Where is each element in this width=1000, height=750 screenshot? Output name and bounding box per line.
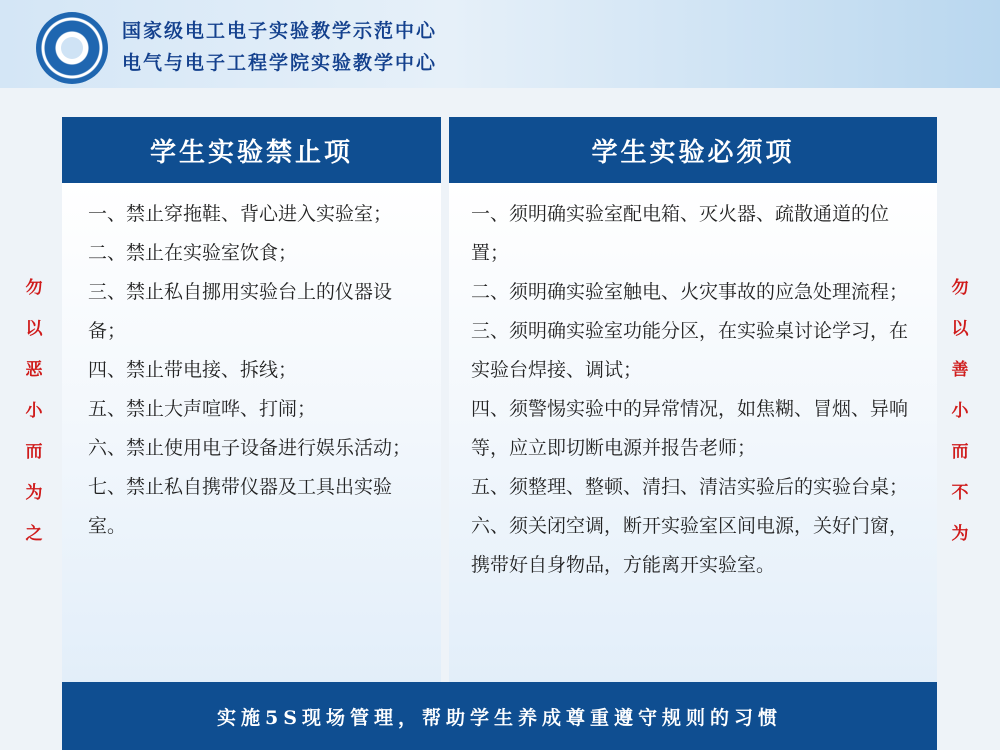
- required-list: [449, 183, 937, 687]
- motto-left-char: 而: [25, 442, 43, 462]
- motto-left: [24, 268, 44, 555]
- required-item: 五、须整理、整顿、清扫、清洁实验后的实验台桌；: [471, 476, 909, 498]
- motto-left-char: 勿: [25, 278, 43, 298]
- required-item: 二、须明确实验室触电、火灾事故的应急处理流程；: [471, 281, 909, 303]
- org-name-line2: 电气与电子工程学院实验教学中心: [122, 52, 438, 74]
- motto-left-char: 之: [25, 524, 43, 544]
- prohibited-panel: [62, 117, 441, 687]
- motto-right-char: 而: [951, 442, 969, 462]
- motto-left-char: 小: [25, 401, 43, 421]
- footer-slogan: 实施5S现场管理，帮助学生养成尊重遵守规则的习惯: [217, 706, 782, 729]
- required-panel: [449, 117, 937, 687]
- motto-right-char: 以: [951, 319, 969, 339]
- prohibited-item: 六、禁止使用电子设备进行娱乐活动；: [88, 437, 412, 459]
- logo-center: [61, 37, 83, 59]
- motto-right-char: 为: [951, 524, 969, 544]
- prohibited-list: [62, 183, 441, 687]
- motto-right-char: 小: [951, 401, 969, 421]
- motto-left-char: 为: [25, 483, 43, 503]
- prohibited-item: 三、禁止私自挪用实验台上的仪器设备；: [88, 281, 393, 342]
- motto-right-char: 勿: [951, 278, 969, 298]
- prohibited-item: 五、禁止大声喧哗、打闹；: [88, 398, 317, 420]
- motto-left-char: 恶: [25, 360, 43, 380]
- motto-right-char: 善: [951, 360, 969, 380]
- required-title: 学生实验必须项: [449, 117, 937, 183]
- motto-left-char: 以: [25, 319, 43, 339]
- prohibited-item: 一、禁止穿拖鞋、背心进入实验室；: [88, 203, 393, 225]
- motto-right: [950, 268, 970, 555]
- required-item: 四、须警惕实验中的异常情况，如焦糊、冒烟、异响等，应立即切断电源并报告老师；: [471, 398, 909, 459]
- prohibited-title: 学生实验禁止项: [62, 117, 441, 183]
- motto-right-char: 不: [951, 483, 969, 503]
- required-item: 六、须关闭空调，断开实验室区间电源，关好门窗，携带好自身物品，方能离开实验室。: [471, 515, 909, 576]
- header-banner: [0, 0, 1000, 88]
- required-item: 一、须明确实验室配电箱、灭火器、疏散通道的位置；: [471, 203, 890, 264]
- prohibited-item: 二、禁止在实验室饮食；: [88, 242, 298, 264]
- required-item: 三、须明确实验室功能分区，在实验桌讨论学习，在实验台焊接、调试；: [471, 320, 909, 381]
- prohibited-item: 四、禁止带电接、拆线；: [88, 359, 298, 381]
- university-seal-icon: [36, 12, 108, 84]
- org-name-line1: 国家级电工电子实验教学示范中心: [122, 20, 438, 42]
- prohibited-item: 七、禁止私自携带仪器及工具出实验室。: [88, 476, 393, 537]
- footer-banner: [62, 682, 937, 750]
